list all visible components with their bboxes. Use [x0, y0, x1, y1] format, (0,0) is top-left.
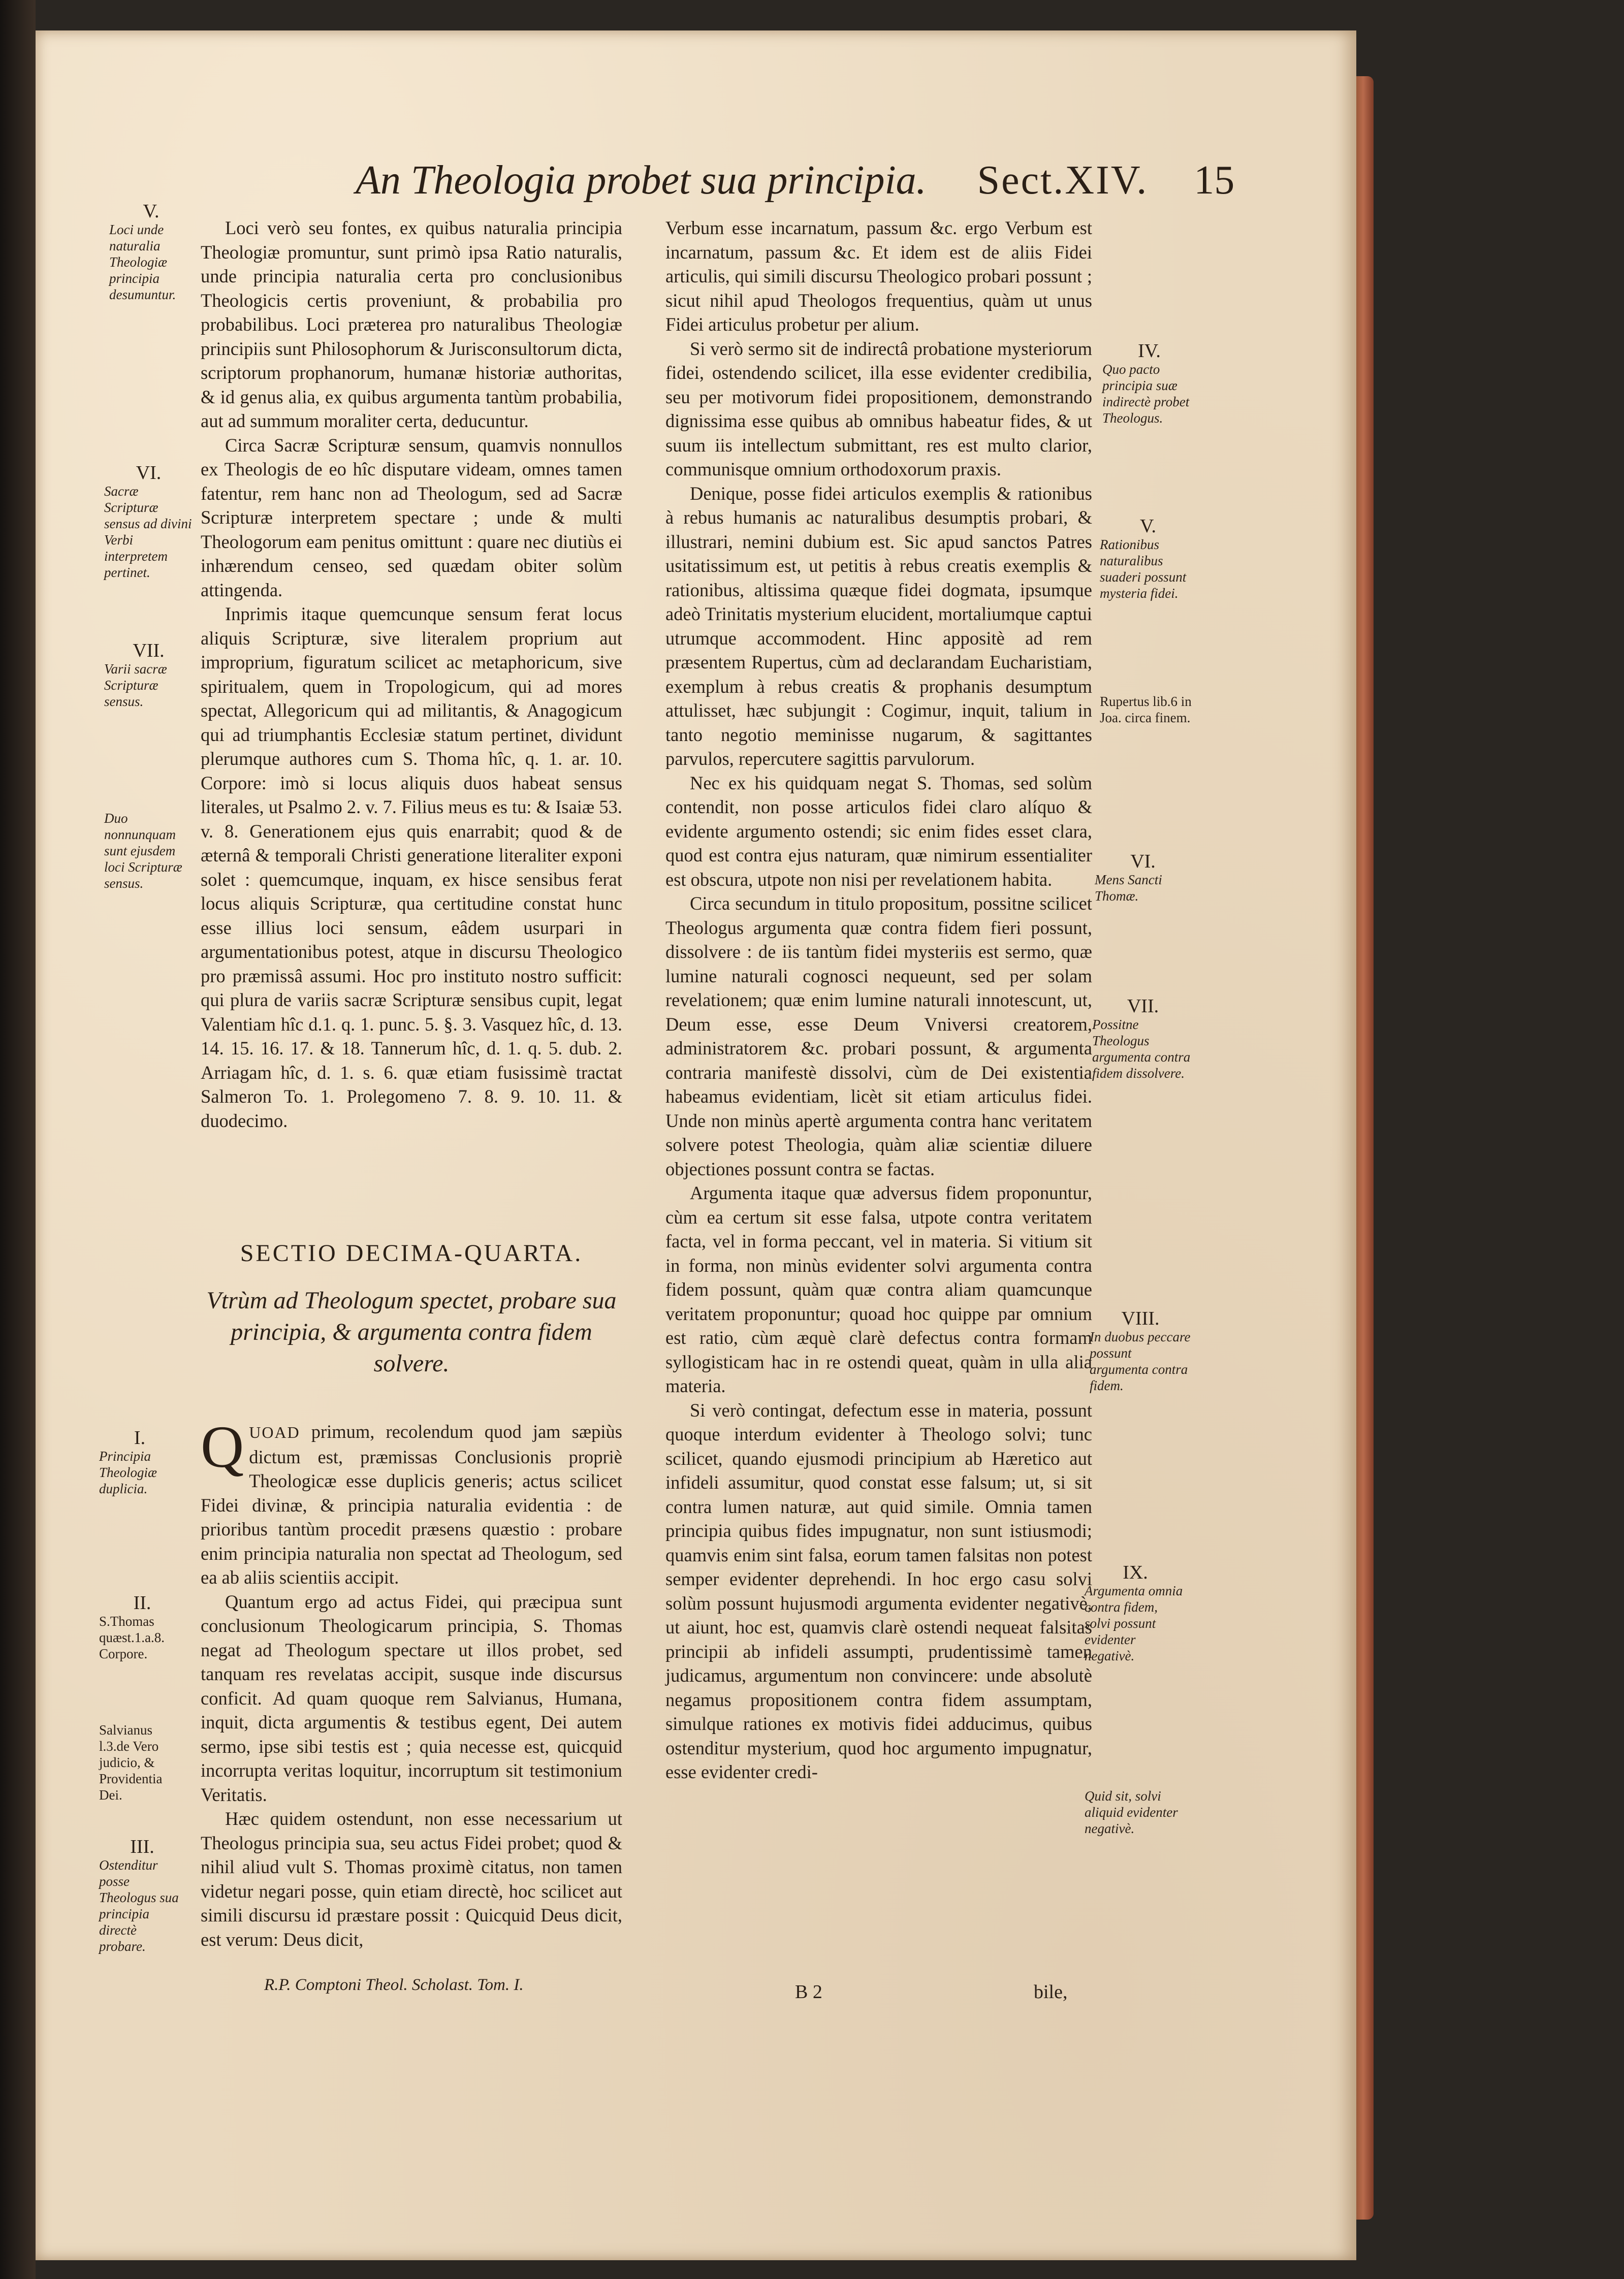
paragraph: Inprimis itaque quemcunque sensum ferat locus aliquis Scripturæ, sive literalem proprium aut improprium, figuratum scilicet ac metaphoricum, sive spiritualem, quem in Tropologicum, qui ad mores spectat, Allegoricum qui ad militantis, & Anagogicum qui ad triumphantis Ecclesiæ statum pertinet, dividunt plerumque authores cum S. Thoma hîc, q. 1. ar. 10. Corpore: imò si locus aliquis duos habeat sensus literales, ut Psalmo 2. v. 7. Filius meus es tu: & Isaiæ 53. v. 8. Generationem ejus quis enarrabit; quod & de æternâ & temporali Christi generatione literaliter exponi solet : quemcumque, inquam, ex hisce sensibus ferat locus aliquis Scripturæ, qua certitudine constat hunc esse illius loci sensum, eâdem usurpari in argumentationibus potest, atque in discursu Theologico pro præmissâ assumi. Hoc pro instituto nostro sufficit: qui plura de variis sacræ Scripturæ sensibus cupit, legat Valentiam hîc d.1. q. 1. punc. 5. §. 3. Vasquez hîc, d. 13. 14. 15. 16. 17. & 18. Tannerum hîc, d. 1. q. 5. dub. 2. Arriagam hîc, d. 1. s. 6. quæ etiam fusissimè tractat Salmeron To. 1. Prolegomeno 7. 8. 9. 10. 11. & duodecimo.	[201, 603, 623, 1131]
opening-paragraph	[201, 1414, 622, 1590]
book-gutter	[0, 0, 36, 2279]
catchword: bile,	[1034, 1981, 1068, 2003]
section-subtitle: Vtrùm ad Theologum spectet, probare sua principia, & argumenta contra fidem solvere.	[206, 1287, 617, 1377]
margin-note: Rupertus lib.6 in Joa. circa finem.	[1100, 694, 1192, 725]
paragraph-text: primum, recolendum quod jam sæpiùs dictum est, præmissas Conclusionis propriè Theologicæ esse duplicis generis; actus scilicet Fidei divinæ, & principia naturalia evidentia : de prioribus tantùm procedit præsens quæstio : probare enim principia naturalia non spectat ad Theologum, sed ea ab aliis scientiis accipit.	[201, 1421, 622, 1588]
margin-note: V. Rationibus naturalibus suaderi possunt mysteria fidei.	[1100, 516, 1187, 601]
paragraph: Si verò sermo sit de indirectâ probatione mysteriorum fidei, ostendendo scilicet, illa esse evidenter credibilia, seu per motivorum fidei propositionem, demonstrando dignissima esse quibus ab omnibus habeatur fides, & ut suum iis intellectum submittant, res est multo clarior, communisque omnium orthodoxorum praxis.	[665, 338, 1092, 479]
right-column	[665, 216, 1092, 1784]
paragraph: Verbum esse incarnatum, passum &c. ergo Verbum est incarnatum, passum &c. Et idem est de aliis Fidei articulis, qui simili discursu Theologico probari possunt ; sicut nihil apud Theologos frequentius, quàm ut unus Fidei articulus probetur per alium.	[665, 217, 1092, 335]
opening-word: UOAD	[249, 1423, 300, 1441]
margin-note: Salvianus l.3.de Vero judicio, & Providentia Dei.	[99, 1722, 163, 1803]
paragraph: Hæc quidem ostendunt, non esse necessarium ut Theologus principia sua, seu actus Fidei probet; quod & nihil aliud vult S. Thomas proximè citatus, non tamen videtur negari posse, quin etiam directè, hoc scilicet aut simili discursu id præstare possit : Quicquid Deus dicit, est verum: Deus dicit,	[201, 1808, 622, 1950]
section-title: SECTIO DECIMA-QUARTA.	[240, 1240, 583, 1267]
margin-note: IV. Quo pacto principia suæ indirectè probet Theologus.	[1102, 340, 1190, 426]
running-head	[356, 157, 1234, 204]
left-column	[201, 216, 622, 1133]
page-number: 15	[1194, 158, 1235, 203]
margin-note: VII. Varii sacræ Scripturæ sensus.	[104, 640, 167, 709]
margin-note: VI. Sacræ Scripturæ sensus ad divini Verbi interpretem pertinet.	[104, 462, 192, 580]
paragraph: Loci verò seu fontes, ex quibus naturalia principia Theologiæ promuntur, sunt primò ipsa Ratio naturalis, unde principia naturalia certa pro conclusionibus Theologicis certis proveniunt, & probabilia pro probabilibus. Loci præterea pro naturalibus Theologiæ principiis sunt Philosophorum & Jurisconsultorum dicta, scriptorum prophanorum, humanæ historiæ authoritas, & id genus alia, ex quibus argumenta tantùm probabilia, aut ad summum moraliter certa, deducuntur.	[201, 217, 622, 431]
running-head-title: An Theologia probet sua principia.	[356, 158, 927, 203]
margin-note: IX. Argumenta omnia contra fidem, solvi possunt evidenter negativè.	[1085, 1562, 1183, 1663]
margin-note: I. Principia Theologiæ duplicia.	[99, 1427, 157, 1496]
paragraph: Quantum ergo ad actus Fidei, qui præcipua sunt conclusionum Theologicarum principia, S. Thomas negat ad Theologum spectare ut illos probet, sed tanquam res revelatas accipit, susque inde discursus conficit. Ad quam quoque rem Salvianus, Humana, inquit, dicta argumentis & testibus egent, Dei autem sermo, ipse sibi testis est ; quia necesse est, quicquid incorrupta veritas loquitur, incorruptum sit testimonium Veritatis.	[201, 1591, 622, 1805]
drop-cap: Q	[201, 1414, 244, 1480]
left-column-lower	[201, 1414, 622, 1951]
signature-mark: B 2	[795, 1981, 822, 2003]
margin-note: VIII. In duobus peccare possunt argumenta contra fidem.	[1090, 1308, 1191, 1393]
margin-note: II. S.Thomas quæst.1.a.8. Corpore.	[99, 1592, 165, 1661]
margin-note: III. Ostenditur posse Theologus sua principia directè probare.	[99, 1836, 179, 1954]
margin-note: Quid sit, solvi aliquid evidenter negativè.	[1085, 1788, 1178, 1836]
paragraph: Circa secundum in titulo propositum, possitne scilicet Theologus argumenta quæ contra fidem fieri possunt, dissolvere : de iis tantùm fidei mysteriis est sermo, quæ lumine naturali cognosci nequeunt, sed per solam revelationem; quæ enim lumine naturali innotescunt, ut, Deum esse, esse Deum Vniversi creatorem, administratorem &c. probari possunt, & argumenta contraria manifestè dissolvi, cùm de Dei existentia habeamus evidentiam, licèt sit etiam articulus fidei. Unde non minùs apertè argumenta contra hanc veritatem solvere potest Theologia, quàm aliæ scientiæ diluere objectiones possunt contra se factas.	[665, 893, 1092, 1179]
running-head-section: Sect.XIV.	[977, 158, 1149, 203]
paragraph: Argumenta itaque quæ adversus fidem proponuntur, cùm ea certum sit esse falsa, utpote contra veritatem facta, vel in forma peccant, vel in materia. Si vitium sit in forma, non minùs evidenter solvi argumenta contra fidem possunt, quàm quæ contra aliam quamcunque veritatem proponuntur; quoad hoc quippe par omnium est ratio, cùm æquè clarè defectus contra formam syllogisticam hac in re ostendi queat, quàm in ulla alia materia.	[665, 1182, 1092, 1396]
page-edge-red	[1356, 76, 1374, 2220]
margin-note: Duo nonnunquam sunt ejusdem loci Scripturæ sensus.	[104, 811, 182, 891]
margin-note: VII. Possitne Theologus argumenta contra fidem dissolvere.	[1092, 996, 1191, 1081]
paragraph: Nec ex his quidquam negat S. Thomas, sed solùm contendit, non posse articulos fidei claro alíquo & evidente argumento ostendi; sic enim fides esset clara, quod est contra ejus naturam, quæ nimirum essentialiter est obscura, utpote non nisi per revelationem habita.	[665, 772, 1092, 890]
margin-note: V. Loci unde naturalia Theologiæ principia desumuntur.	[109, 201, 176, 302]
margin-note: VI. Mens Sancti Thomæ.	[1095, 851, 1162, 904]
paragraph: Circa Sacræ Scripturæ sensum, quamvis nonnullos ex Theologis de eo hîc disputare videam, omnes tamen fatentur, rem hanc non ad Theologum, sed ad Sacræ Scripturæ interpretem spectare ; unde & multi Theologorum eam penitus omittunt : quare nec diutiùs ei inhærendum censeo, sed quædam obiter solùm attingenda.	[201, 434, 622, 600]
paragraph: Si verò contingat, defectum esse in materia, possunt quoque interdum evidenter à Theologo solvi; tunc scilicet, quando ejusmodi principium ab Hæretico aut infideli assumitur, quod constat esse falsum; ut, si sit contra lumen naturæ, aut quid simile. Omnia tamen principia quibus fides impugnatur, non sunt istiusmodi; quamvis enim sint falsa, eorum tamen falsitas non potest semper evidenter deprehendi. In hoc ergo casu solvi solùm possunt hujusmodi argumenta evidenter negativè, ut aiunt, hoc est, quamvis clarè ostendi nequeat falsitas principii ab infideli assumpti, prudentissimè tamen judicamus, argumentum non convincere: unde absolutè negamus propositionem contra fidem assumptam, simulque rationes ex motivis fidei adducimus, quibus ostenditur mysterium, quod hoc argumento impugnatur, esse evidenter credi-	[665, 1399, 1092, 1782]
paragraph: Denique, posse fidei articulos exemplis & rationibus à rebus humanis ac naturalibus desumptis probari, & illustrari, nemini dubium est. Sic apud sanctos Patres usitatissimum est, ut petitis à rebus creatis exemplis & rationibus, altissima quæque fidei dogmata, ipsumque adeò Trinitatis mysterium elucident, mortaliumque captui utrumque accommodent. Hinc appositè ad rem præsentem Rupertus, cùm ad declarandam Eucharistiam, exemplum à rebus creatis & prophanis desumptum attulisset, hæc subjungit : Cogimur, inquit, talium in tanto negotio meminisse nugarum, & sagittantes parvulos, repercutere sagittis parvulorum.	[665, 483, 1092, 769]
footer-author: R.P. Comptoni Theol. Scholast. Tom. I.	[264, 1976, 524, 1994]
